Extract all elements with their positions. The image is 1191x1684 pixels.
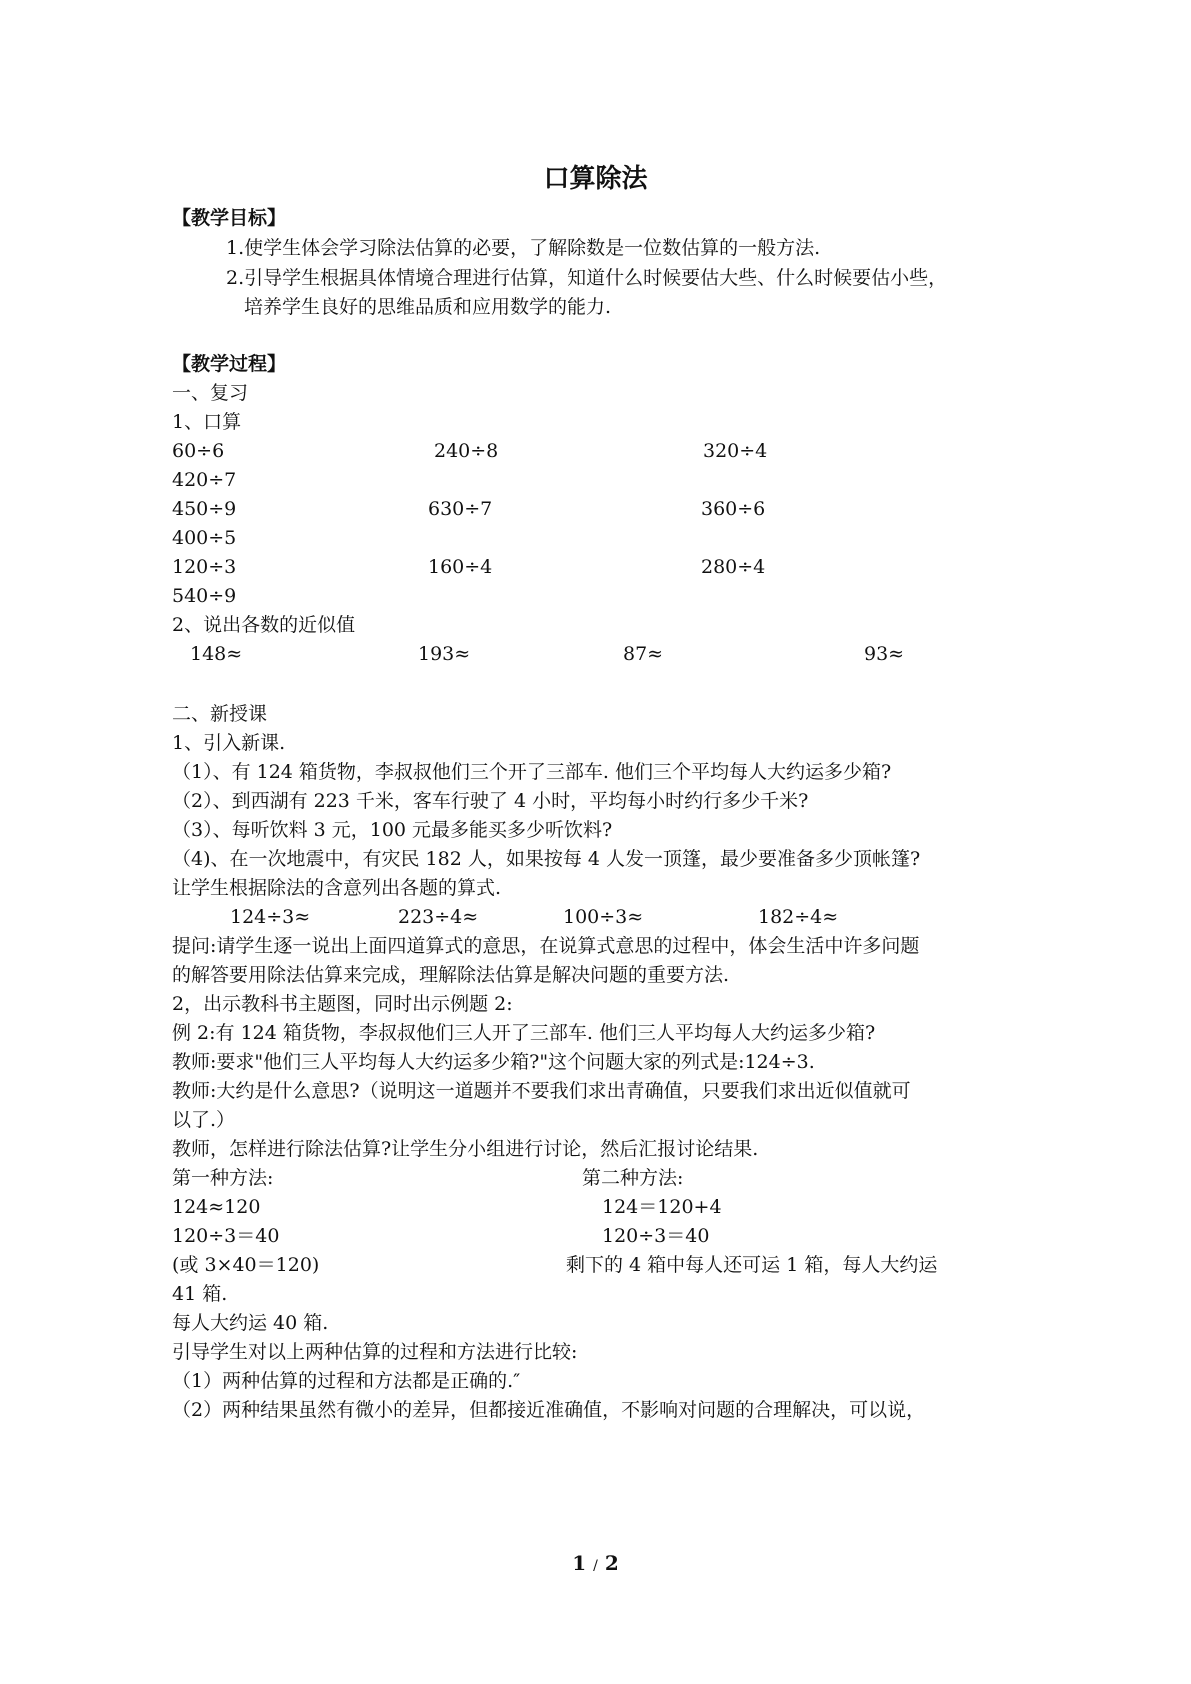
calc-item: 360÷6 xyxy=(701,498,766,520)
approx-heading: 2、说出各数的近似值 xyxy=(172,614,356,636)
intro-line: 1、引入新课. xyxy=(172,732,286,754)
paragraph-line: 教师:要求"他们三人平均每人大约运多少箱?"这个问题大家的列式是:124÷3. xyxy=(172,1051,815,1073)
paragraph-line: 教师:大约是什么意思?（说明这一道题并不要我们求出青确值，只要我们求出近似值就可 xyxy=(172,1080,911,1102)
method-two-title: 第二种方法: xyxy=(582,1167,684,1189)
objective-item: 培养学生良好的思维品质和应用数学的能力. xyxy=(244,296,612,318)
approx-item: 148≈ xyxy=(190,643,243,665)
calc-item: 400÷5 xyxy=(172,527,237,549)
objective-item: 1.使学生体会学习除法估算的必要，了解除数是一位数估算的一般方法. xyxy=(226,237,821,259)
page-number xyxy=(0,1551,1191,1575)
objective-item: 2.引导学生根据具体情境合理进行估算，知道什么时候要估大些、什么时候要估小些， xyxy=(226,267,948,289)
paragraph-line: 以了.） xyxy=(172,1109,236,1131)
calc-item: 120÷3 xyxy=(172,556,237,578)
paragraph-line: 教师，怎样进行除法估算?让学生分小组进行讨论，然后汇报讨论结果. xyxy=(172,1138,759,1160)
calc-item: 540÷9 xyxy=(172,585,237,607)
method-one-step: 120÷3＝40 xyxy=(172,1225,280,1247)
calc-item: 630÷7 xyxy=(428,498,493,520)
calc-item: 240÷8 xyxy=(434,440,499,462)
list-line: 让学生根据除法的含意列出各题的算式. xyxy=(172,877,502,899)
method-one-step: (或 3×40＝120) xyxy=(172,1254,320,1276)
method-two-step: 120÷3＝40 xyxy=(602,1225,710,1247)
process-heading: 【教学过程】 xyxy=(172,353,287,375)
current-page: 1 xyxy=(572,1551,587,1575)
paragraph-line: 引导学生对以上两种估算的过程和方法进行比较: xyxy=(172,1341,578,1363)
paragraph-line: （1）两种估算的过程和方法都是正确的.″ xyxy=(172,1370,521,1392)
equation: 100÷3≈ xyxy=(563,906,644,928)
method-two-step: 41 箱. xyxy=(172,1283,228,1305)
paragraph-line: 2，出示教科书主题图，同时出示例题 2: xyxy=(172,993,513,1015)
approx-item: 193≈ xyxy=(418,643,471,665)
calc-item: 60÷6 xyxy=(172,440,225,462)
equation: 223÷4≈ xyxy=(398,906,479,928)
method-two-step: 剩下的 4 箱中每人还可运 1 箱，每人大约运 xyxy=(566,1254,938,1276)
equation: 182÷4≈ xyxy=(758,906,839,928)
question-line: （1）、有 124 箱货物，李叔叔他们三个开了三部车. 他们三个平均每人大约运多少箱? xyxy=(172,761,892,783)
page-title: 口算除法 xyxy=(543,164,648,194)
question-line: （2）、到西湖有 223 千米，客车行驶了 4 小时，平均每小时约行多少千米? xyxy=(172,790,809,812)
oral-heading: 1、口算 xyxy=(172,411,242,433)
new-lesson-heading: 二、新授课 xyxy=(172,703,268,725)
calc-item: 450÷9 xyxy=(172,498,237,520)
calc-item: 280÷4 xyxy=(701,556,766,578)
method-one-result: 每人大约运 40 箱. xyxy=(172,1312,329,1334)
equation: 124÷3≈ xyxy=(230,906,311,928)
paragraph-line: 提问:请学生逐一说出上面四道算式的意思，在说算式意思的过程中，体会生活中许多问题 xyxy=(172,935,920,957)
paragraph-line: （2）两种结果虽然有微小的差异，但都接近准确值，不影响对问题的合理解决，可以说， xyxy=(172,1399,926,1421)
review-heading: 一、复习 xyxy=(172,382,249,404)
paragraph-line: 例 2:有 124 箱货物，李叔叔他们三人开了三部车. 他们三人平均每人大约运多少箱? xyxy=(172,1022,876,1044)
question-line: （3）、每听饮料 3 元，100 元最多能买多少听饮料? xyxy=(172,819,613,841)
calc-item: 420÷7 xyxy=(172,469,237,491)
calc-item: 320÷4 xyxy=(703,440,768,462)
question-line: （4)、在一次地震中，有灾民 182 人，如果按每 4 人发一顶篷，最少要准备多少顶帐篷? xyxy=(172,848,921,870)
calc-item: 160÷4 xyxy=(428,556,493,578)
total-pages: 2 xyxy=(604,1551,619,1575)
method-two-step: 124＝120+4 xyxy=(602,1196,722,1218)
approx-item: 93≈ xyxy=(864,643,905,665)
method-one-step: 124≈120 xyxy=(172,1196,261,1218)
objectives-heading: 【教学目标】 xyxy=(172,207,287,229)
paragraph-line: 的解答要用除法估算来完成，理解除法估算是解决问题的重要方法. xyxy=(172,964,730,986)
page-separator: / xyxy=(593,1558,598,1574)
method-one-title: 第一种方法: xyxy=(172,1167,274,1189)
approx-item: 87≈ xyxy=(623,643,664,665)
